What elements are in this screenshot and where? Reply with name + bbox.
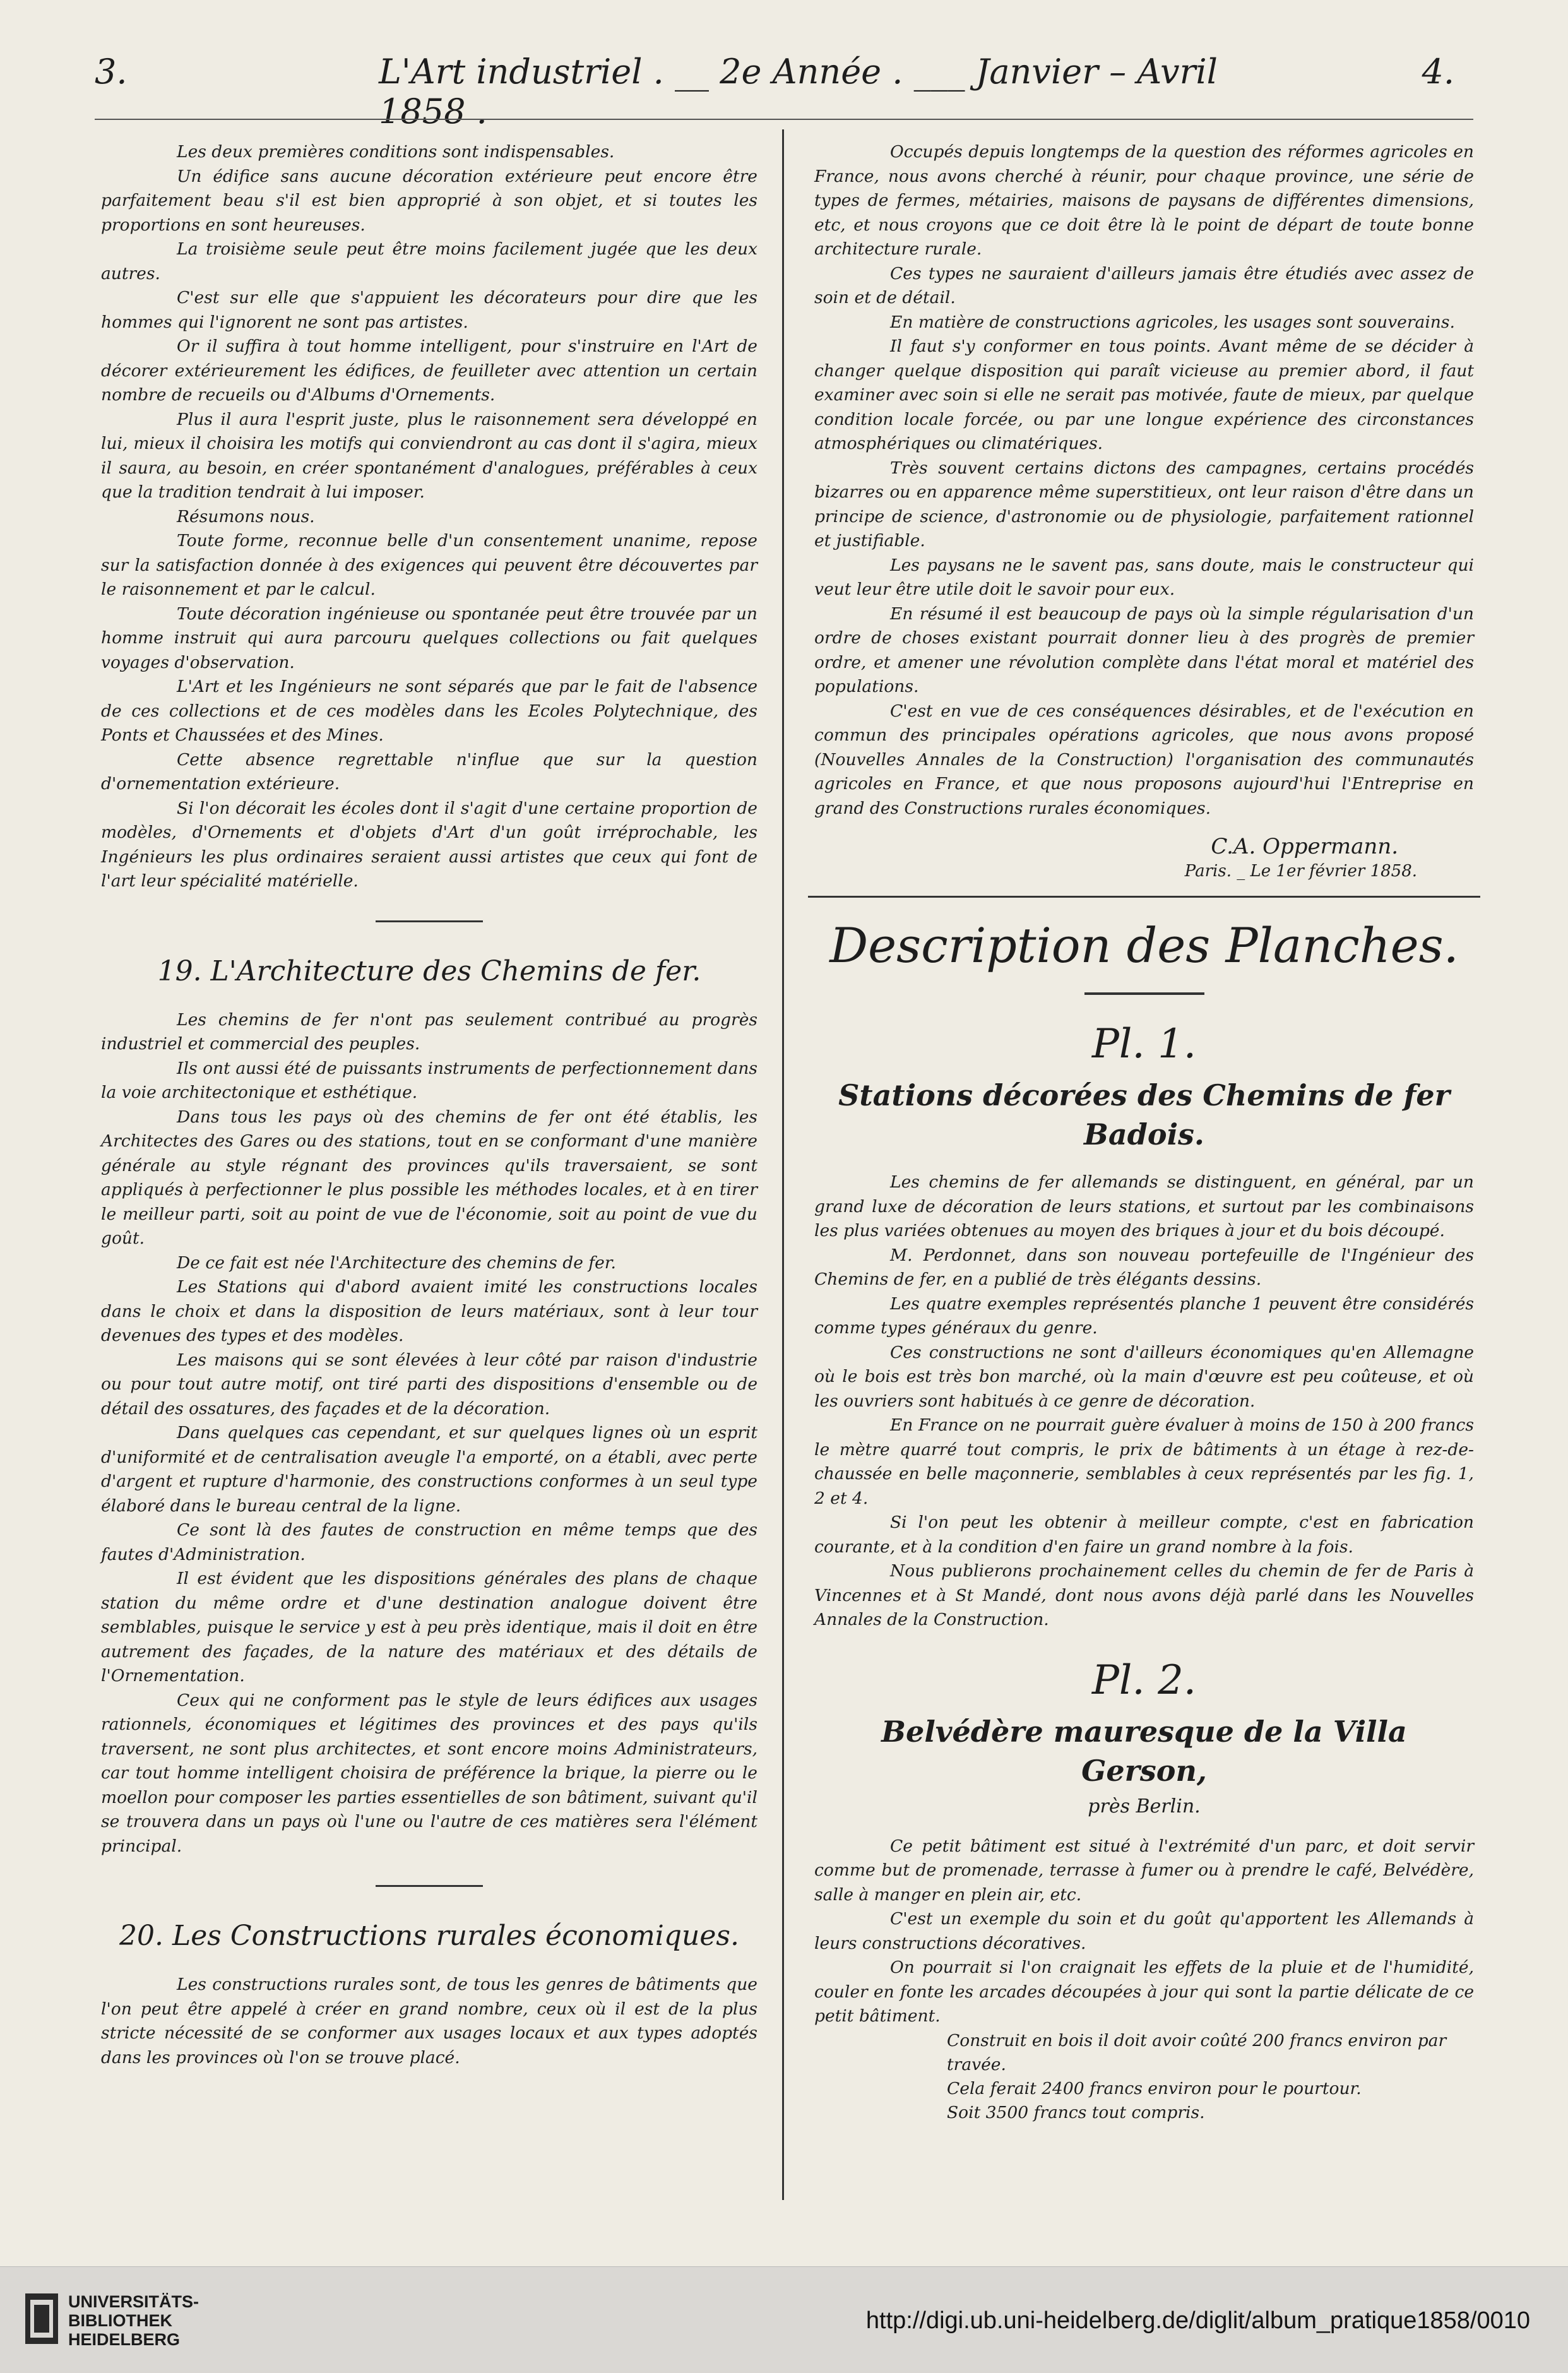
paragraph: C'est sur elle que s'appuient les décorateurs pour dire que les hommes qui l'ignorent ne sont pas artistes.	[101, 288, 757, 332]
paragraph: Dans tous les pays où des chemins de fer ont été établis, les Architectes des Gares ou des stations, tout en se conformant d'une manière générale au style régnant des provinces qu'ils traversaient, se sont appliqués à perfectionner le plus possible les méthodes locales, et à en tirer le meilleur parti, soit au point de vue de l'économie, soit au point de vue du goût.	[101, 1107, 757, 1248]
paragraph: Ces constructions ne sont d'ailleurs économiques qu'en Allemagne où le bois est très bon marché, où la main d'œuvre est peu coûteuse, et où les ouvriers sont habitués à ce genre de décoration.	[814, 1342, 1474, 1411]
paragraph: L'Art et les Ingénieurs ne sont séparés que par le fait de l'absence de ces collections et de ces modèles dans les Ecoles Polytechnique, des Ponts et Chaussées et des Mines.	[101, 677, 757, 745]
section-rule	[808, 896, 1480, 898]
paragraph: Les chemins de fer n'ont pas seulement contribué au progrès industriel et commercial des peuples.	[101, 1009, 757, 1054]
paragraph: Or il suffira à tout homme intelligent, pour s'instruire en l'Art de décorer extérieurement les édifices, de feuilleter avec attention un certain nombre de recueils ou d'Albums d'Ornements.	[101, 336, 757, 405]
paragraph: En matière de constructions agricoles, les usages sont souverains.	[890, 312, 1455, 332]
paragraph: La troisième seule peut être moins facilement jugée que les deux autres.	[101, 239, 757, 283]
paragraph: De ce fait est née l'Architecture des chemins de fer.	[177, 1252, 616, 1273]
section-title-19: 19. L'Architecture des Chemins de fer.	[157, 955, 701, 987]
column-divider	[782, 129, 784, 2200]
signature-date: Paris. _ Le 1er février 1858.	[1184, 861, 1417, 881]
right-column	[814, 140, 1474, 2125]
paragraph: Les deux premières conditions sont indispensables.	[177, 142, 615, 162]
paragraph: Il est évident que les dispositions générales des plans de chaque station du même ordre et d'une destination analogue doivent être semblables, puisque le service y est à peu près identique, mais il doit en être autrement des façades, de la nature des matériaux et des détails de l'Ornementation.	[101, 1569, 757, 1686]
paragraph: Cette absence regrettable n'influe que sur la question d'ornementation extérieure.	[101, 749, 757, 794]
page-number-left: 3.	[95, 52, 128, 92]
university-seal-icon	[25, 2293, 58, 2344]
paragraph: Il faut s'y conformer en tous points. Avant même de se décider à changer quelque disposition qui paraît vicieuse au premier abord, il faut examiner avec soin si elle ne serait pas motivée, faute de mieux, par quelque condition locale forcée, ou par une longue expérience des circonstances atmosphériques ou climatériques.	[814, 336, 1474, 453]
paragraph: Ce petit bâtiment est situé à l'extrémité d'un parc, et doit servir comme but de promenade, terrasse à fumer ou à prendre le café, Belvédère, salle à manger en plein air, etc.	[814, 1836, 1474, 1905]
paragraph: Les Stations qui d'abord avaient imité les constructions locales dans le choix et dans la disposition de leurs matériaux, sont à leur tour devenues des types et des modèles.	[101, 1277, 757, 1345]
left-column	[101, 140, 757, 2070]
paragraph: Les paysans ne le savent pas, sans doute, mais le constructeur qui veut leur être utile doit le savoir pour eux.	[814, 555, 1474, 599]
paragraph: Très souvent certains dictons des campagnes, certains procédés bizarres ou en apparence même superstitieux, ont leur raison d'être dans un principe de science, d'astronomie ou de physiologie, parfaitement rationnel et justifiable.	[814, 458, 1474, 550]
cost-line: Construit en bois il doit avoir coûté 200 francs environ par travée.	[947, 2030, 1447, 2074]
section-separator	[376, 920, 483, 922]
paragraph: Ce sont là des fautes de construction en même temps que des fautes d'Administration.	[101, 1520, 757, 1564]
plate-2-label: Pl. 2.	[1091, 1656, 1197, 1704]
running-header: L'Art industriel . __ 2e Année . ___ Janvier – Avril 1858 .	[379, 52, 1218, 131]
description-title: Description des Planches.	[829, 917, 1459, 973]
paragraph: Occupés depuis longtemps de la question des réformes agricoles en France, nous avons cherché à réunir, pour chaque province, une série de types de fermes, métairies, maisons de paysans de différentes dimensions, etc, et nous croyons que ce doit être là le point de départ de toute bonne architecture rurale.	[814, 142, 1474, 259]
paragraph: M. Perdonnet, dans son nouveau portefeuille de l'Ingénieur des Chemins de fer, en a publié de très élégants dessins.	[814, 1245, 1474, 1289]
plate-1-label: Pl. 1.	[1091, 1021, 1197, 1068]
paragraph: Les constructions rurales sont, de tous les genres de bâtiments que l'on peut être appelé à créer en grand nombre, ceux où il est de la plus stricte nécessité de se conformer aux usages locaux et aux types adoptés dans les provinces où l'on se trouve placé.	[101, 1975, 757, 2067]
cost-line: Cela ferait 2400 francs environ pour le pourtour.	[947, 2078, 1362, 2098]
header-rule	[95, 119, 1473, 120]
paragraph: Plus il aura l'esprit juste, plus le raisonnement sera développé en lui, mieux il choisira les motifs qui conviendront au cas dont il s'agira, mieux il saura, au besoin, en créer spontanément d'analogues, préférables à ceux que la tradition tendrait à lui imposer.	[101, 409, 757, 502]
cost-line: Soit 3500 francs tout compris.	[947, 2102, 1205, 2122]
source-url-link[interactable]: http://digi.ub.uni-heidelberg.de/diglit/album_pratique1858/0010	[865, 2307, 1530, 2334]
library-name: UNIVERSITÄTS- BIBLIOTHEK HEIDELBERG	[68, 2292, 199, 2349]
paragraph: Ceux qui ne conforment pas le style de leurs édifices aux usages rationnels, économiques et légitimes des provinces et des pays qu'ils traversent, ne sont plus architectes, et sont encore moins Administrateurs, car tout homme intelligent choisira de préférence la brique, la pierre ou le moellon pour composer les parties essentielles de son bâtiment, suivant qu'il se trouvera dans un pays où l'une ou l'autre de ces matières sera l'élément principal.	[101, 1690, 757, 1856]
paragraph: On pourrait si l'on craignait les effets de la pluie et de l'humidité, couler en fonte les arcades découpées à jour qui sont la partie délicate de ce petit bâtiment.	[814, 1958, 1474, 2026]
paragraph: C'est en vue de ces conséquences désirables, et de l'exécution en commun des principales opérations agricoles, que nous avons proposé (Nouvelles Annales de la Construction) l'organisation des communautés agricoles en France, et que nous proposons aujourd'hui l'Entreprise en grand des Constructions rurales économiques.	[814, 701, 1474, 818]
paragraph: Les chemins de fer allemands se distinguent, en général, par un grand luxe de décoration de leurs stations, et surtout par les combinaisons les plus variées obtenues au moyen des briques à jour et du bois découpé.	[814, 1172, 1474, 1240]
section-separator	[376, 1885, 483, 1887]
paragraph: En France on ne pourrait guère évaluer à moins de 150 à 200 francs le mètre quarré tout compris, le prix de bâtiments à un étage à rez-de-chaussée en belle maçonnerie, semblables à ceux représentés par les fig. 1, 2 et 4.	[814, 1415, 1474, 1508]
paragraph: Ils ont aussi été de puissants instruments de perfectionnement dans la voie architectonique et esthétique.	[101, 1058, 757, 1102]
paragraph: Ces types ne sauraient d'ailleurs jamais être étudiés avec assez de soin et de détail.	[814, 263, 1474, 307]
cost-list	[814, 2029, 1474, 2125]
paragraph: Dans quelques cas cependant, et sur quelques lignes où un esprit d'uniformité et de centralisation aveugle l'a emporté, on a établi, avec perte d'argent et rupture d'harmonie, des constructions conformes à un seul type élaboré dans le bureau central de la ligne.	[101, 1423, 757, 1516]
paragraph: Nous publierons prochainement celles du chemin de fer de Paris à Vincennes et à St Mandé, dont nous avons déjà parlé dans les Nouvelles Annales de la Construction.	[814, 1561, 1474, 1629]
section-title-20: 20. Les Constructions rurales économiques.	[119, 1920, 739, 1952]
paragraph: Si l'on peut les obtenir à meilleur compte, c'est en fabrication courante, et à la condition d'en faire un grand nombre à la fois.	[814, 1513, 1474, 1557]
paragraph: Si l'on décorait les écoles dont il s'agit d'une certaine proportion de modèles, d'Ornements et d'objets d'Art d'un goût irréprochable, les Ingénieurs les plus ordinaires seraient aussi artistes que ceux qui font de l'art leur spécialité matérielle.	[101, 798, 757, 891]
title-underline	[1084, 992, 1204, 995]
paragraph: Toute décoration ingénieuse ou spontanée peut être trouvée par un homme instruit qui aura parcouru quelques collections ou fait quelques voyages d'observation.	[101, 604, 757, 672]
plate-2-title: Belvédère mauresque de la Villa Gerson,	[881, 1714, 1407, 1788]
paragraph: Résumons nous.	[177, 506, 315, 526]
paragraph: Les maisons qui se sont élevées à leur côté par raison d'industrie ou pour tout autre motif, ont tiré parti des dispositions d'ensemble ou de détail des ossatures, des façades et de la décoration.	[101, 1350, 757, 1418]
library-footer	[0, 2266, 1568, 2373]
signature: C.A. Oppermann.	[1211, 834, 1398, 859]
paragraph: Les quatre exemples représentés planche 1 peuvent être considérés comme types généraux du genre.	[814, 1294, 1474, 1338]
paragraph: Toute forme, reconnue belle d'un consentement unanime, repose sur la satisfaction donnée à des exigences qui peuvent être découvertes par le raisonnement et par le calcul.	[101, 531, 757, 599]
paragraph: En résumé il est beaucoup de pays où la simple régularisation d'un ordre de choses existant pourrait donner lieu à des progrès de premier ordre, et amener une révolution complète dans l'état moral et matériel des populations.	[814, 604, 1474, 696]
paragraph: C'est un exemple du soin et du goût qu'apportent les Allemands à leurs constructions décoratives.	[814, 1909, 1474, 1953]
plate-1-title: Stations décorées des Chemins de fer Badois.	[838, 1078, 1450, 1151]
page-number-right: 4.	[1422, 52, 1454, 92]
plate-2-subtitle: près Berlin.	[1088, 1795, 1201, 1817]
paragraph: Un édifice sans aucune décoration extérieure peut encore être parfaitement beau s'il est bien approprié à son objet, et si toutes les proportions en sont heureuses.	[101, 166, 757, 235]
